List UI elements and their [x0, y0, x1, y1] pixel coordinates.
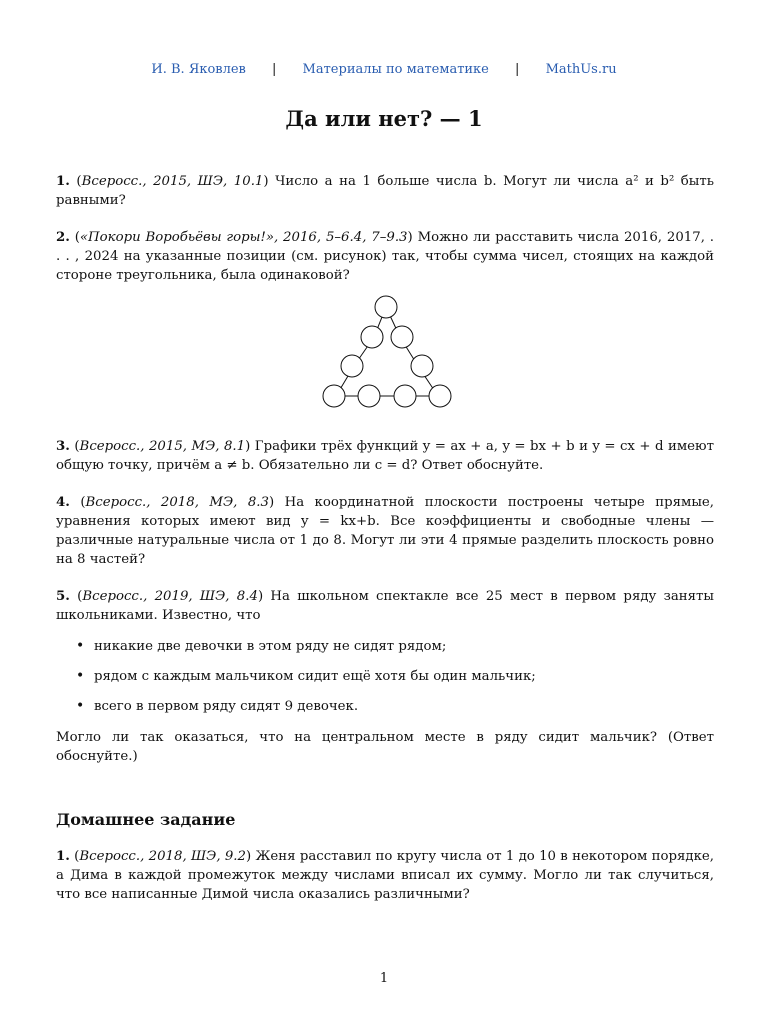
- problem-text: Число a на 1 больше числа b. Могут ли числа a² и b² быть равными?: [56, 174, 714, 208]
- problem-number: 2.: [56, 230, 70, 245]
- triangle-diagram: [320, 295, 460, 415]
- page-title: Да или нет? — 1: [285, 106, 483, 131]
- position-circle: [394, 385, 416, 407]
- position-circle: [361, 326, 383, 348]
- problem-source: Всеросс., 2019, ШЭ, 8.4: [82, 589, 258, 604]
- problem-5: 5. (Всеросс., 2019, ШЭ, 8.4) На школьном спектакле все 25 мест в первом ряду заняты школьниками. Известно, что: [56, 589, 714, 623]
- position-circle: [341, 355, 363, 377]
- problem-text: Женя расставил по кругу числа от 1 до 10 в некотором порядке, а Дима в каждой промежуток между числами вписал их сумму. Могло ли так случиться, что все написанные Димой числа оказались различными?: [56, 849, 714, 902]
- problem-text: Можно ли расставить числа 2016, 2017, . . . , 2024 на указанные позиции (см. рисунок) так, чтобы сумма чисел, стоящих на каждой стороне треугольника, была одинаковой?: [56, 230, 714, 283]
- list-item: • всего в первом ряду сидят 9 девочек.: [56, 697, 714, 716]
- position-circle: [429, 385, 451, 407]
- problem-number: 4.: [56, 495, 70, 510]
- position-circle: [391, 326, 413, 348]
- problem-2: 2. («Покори Воробьёвы горы!», 2016, 5–6.4, 7–9.3) Можно ли расставить числа 2016, 2017, . . . , 2024 на указанные позиции (см. рисунок) так, чтобы сумма чисел, стоящих на каждой стороне треугольника, была одинаковой?: [56, 230, 714, 283]
- problem-source: Всеросс., 2018, ШЭ, 9.2: [79, 849, 246, 864]
- problem-source: «Покори Воробьёвы горы!», 2016, 5–6.4, 7–9.3: [79, 230, 408, 245]
- page-header: [0, 62, 768, 77]
- problem-source: Всеросс., 2015, ШЭ, 10.1: [81, 174, 264, 189]
- problem-source: Всеросс., 2018, МЭ, 8.3: [85, 495, 269, 510]
- problem-4: 4. (Всеросс., 2018, МЭ, 8.3) На координатной плоскости построены четыре прямые, уравнения которых имеют вид y = kx+b. Все коэффициенты и свободные члены — различные натуральные числа от 1 до 8. Могут ли эти 4 прямые разделить плоскость ровно на 8 частей?: [56, 495, 714, 567]
- problem-3: 3. (Всеросс., 2015, МЭ, 8.1) Графики трёх функций y = ax + a, y = bx + b и y = cx + d имеют общую точку, причём a ≠ b. Обязательно ли c = d? Ответ обоснуйте.: [56, 439, 714, 473]
- problem-number: 1.: [56, 174, 70, 189]
- header-separator: |: [515, 62, 520, 77]
- materials-link[interactable]: Материалы по математике: [302, 62, 489, 77]
- list-item: • рядом с каждым мальчиком сидит ещё хотя бы один мальчик;: [56, 667, 714, 686]
- position-circle: [323, 385, 345, 407]
- header-separator: |: [272, 62, 277, 77]
- problem-1: 1. (Всеросс., 2015, ШЭ, 10.1) Число a на 1 больше числа b. Могут ли числа a² и b² быть равными?: [56, 174, 714, 208]
- site-link[interactable]: MathUs.ru: [545, 62, 617, 77]
- position-circle: [358, 385, 380, 407]
- problem-text: Графики трёх функций y = ax + a, y = bx + b и y = cx + d имеют общую точку, причём a ≠ b. Обязательно ли c = d? Ответ обоснуйте.: [56, 439, 714, 473]
- position-circle: [411, 355, 433, 377]
- triangle-figure: [56, 295, 714, 415]
- problem-text: На координатной плоскости построены четыре прямые, уравнения которых имеют вид y = kx+b. Все коэффициенты и свободные члены — различные натуральные числа от 1 до 8. Могут ли эти 4 прямые разделить плоскость ровно на 8 частей?: [56, 495, 714, 567]
- problem-number: 3.: [56, 439, 70, 454]
- problem-number: 1.: [56, 849, 70, 864]
- homework-problem-1: 1. (Всеросс., 2018, ШЭ, 9.2) Женя расставил по кругу числа от 1 до 10 в некотором порядке, а Дима в каждой промежуток между числами вписал их сумму. Могло ли так случиться, что все написанные Димой числа оказались различными?: [56, 849, 714, 902]
- homework-title: Домашнее задание: [56, 810, 236, 829]
- document-body: [56, 172, 714, 922]
- problem-5-conditions: [56, 637, 714, 716]
- problem-5-conclusion: Могло ли так оказаться, что на центральном месте в ряду сидит мальчик? (Ответ обоснуйте.): [56, 730, 714, 764]
- position-circle: [375, 296, 397, 318]
- author-link[interactable]: И. В. Яковлев: [151, 62, 246, 77]
- page-number: 1: [379, 971, 389, 986]
- list-item: • никакие две девочки в этом ряду не сидят рядом;: [56, 637, 714, 656]
- problem-source: Всеросс., 2015, МЭ, 8.1: [79, 439, 246, 454]
- problem-text: На школьном спектакле все 25 мест в первом ряду заняты школьниками. Известно, что: [56, 589, 714, 623]
- problem-number: 5.: [56, 589, 70, 604]
